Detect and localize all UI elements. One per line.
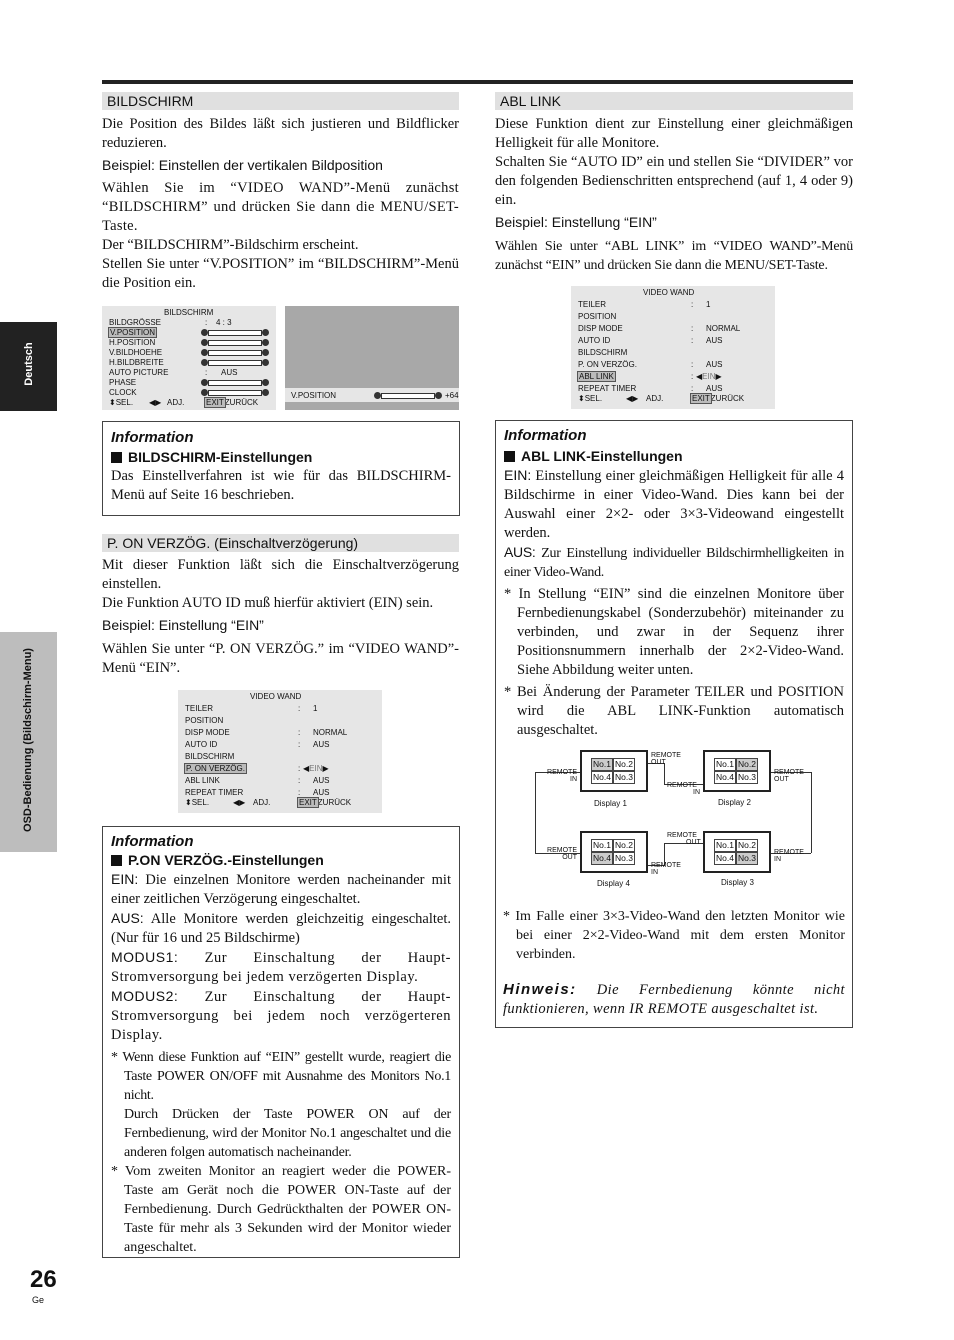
- left-arrow-icon: ◀: [303, 764, 310, 773]
- osd-value: NORMAL: [706, 324, 741, 333]
- cell-no4: No.4: [714, 771, 736, 784]
- osd-colon: :: [691, 384, 694, 393]
- osd-label: AUTO ID: [578, 336, 611, 345]
- display-3-label: Display 3: [721, 878, 754, 887]
- osd-value: AUS: [313, 776, 330, 785]
- osd-label-selected: P. ON VERZÖG.: [186, 764, 245, 773]
- info-modus2: [111, 987, 451, 1045]
- paragraph: Schalten Sie “AUTO ID” ein und stellen Sie “DIVIDER” vor den folgenden Bedienschritten entsprechend (auf 1, 4 oder 9) ein.: [495, 154, 853, 208]
- info-aus: [504, 543, 844, 582]
- remote-in-label: [774, 849, 804, 863]
- osd-label: V.BILDHOEHE: [109, 348, 163, 357]
- osd-zurueck: ZURÜCK: [710, 394, 745, 403]
- osd-label: AUTO PICTURE: [109, 368, 169, 377]
- square-bullet-icon: [504, 451, 515, 462]
- info-subheading: P.ON VERZÖG.-Einstellungen: [128, 852, 324, 868]
- osd-colon: :: [691, 372, 694, 381]
- cell-no4: No.4: [591, 771, 613, 784]
- info-heading: Information: [504, 427, 587, 444]
- osd-value: 1: [706, 300, 711, 309]
- top-rule: [102, 80, 853, 84]
- section-heading-bildschirm: BILDSCHIRM: [102, 92, 459, 110]
- hinweis-label: Hinweis:: [503, 981, 577, 998]
- info-subheading: ABL LINK-Einstellungen: [521, 448, 683, 464]
- info-modus1: [111, 948, 451, 987]
- osd-label: POSITION: [578, 312, 617, 321]
- osd-sel: SEL.: [115, 398, 134, 407]
- osd-label: P. ON VERZÖG.: [578, 360, 637, 369]
- osd-value: 4 : 3: [216, 318, 232, 327]
- cell-no2: No.2: [736, 839, 758, 852]
- out-word: OUT: [651, 759, 666, 766]
- osd-label: TEILER: [578, 300, 607, 309]
- osd-label: ABL LINK: [185, 776, 220, 785]
- osd-label: AUTO ID: [185, 740, 218, 749]
- side-tab-section: [0, 632, 57, 852]
- remote-in-label: [667, 782, 700, 796]
- side-tab-language-label: Deutsch: [23, 342, 35, 386]
- osd-row: [109, 388, 137, 398]
- info-box-bildschirm: [102, 421, 460, 516]
- osd-colon: :: [298, 728, 301, 737]
- osd-colon: :: [691, 324, 694, 333]
- cell-no1: No.1: [591, 758, 613, 771]
- text: Die einzelnen Monitore werden nacheinander mit einer zeitlichen Verzögerung eingeschaltet.: [111, 872, 451, 907]
- osd-label: DISP MODE: [578, 324, 623, 333]
- osd-exit: EXIT: [299, 798, 317, 807]
- cell-no3: No.3: [736, 852, 758, 865]
- example-heading: Beispiel: Einstellung “EIN”: [495, 214, 657, 230]
- page-number: 26: [30, 1266, 57, 1293]
- cell-no2: No.2: [613, 758, 635, 771]
- osd-row: [109, 368, 238, 378]
- plus-icon: [262, 379, 269, 386]
- osd-label: BILDSCHIRM: [578, 348, 628, 357]
- osd-label: DISP MODE: [185, 728, 230, 737]
- ponv-text: [102, 556, 459, 678]
- remote-word: REMOTE: [667, 832, 697, 839]
- display-1: [580, 750, 648, 792]
- display-1-label: Display 1: [594, 799, 627, 808]
- remote-in-label: [543, 769, 577, 783]
- osd-label: REPEAT TIMER: [578, 384, 637, 393]
- text: Zur Einschaltung der Haupt-Stromversorgung bei jedem noch verzögerteren Display.: [111, 989, 451, 1043]
- out-word: OUT: [562, 854, 577, 861]
- osd-vposition-screen: [285, 306, 459, 410]
- level-bar: [208, 380, 262, 386]
- osd-colon: :: [298, 788, 301, 797]
- remote-word: REMOTE: [547, 769, 577, 776]
- side-tab-section-label: OSD-Bedienung (Bildschirm-Menu): [22, 648, 34, 832]
- plus-icon: [435, 392, 442, 399]
- osd-colon: :: [691, 360, 694, 369]
- plus-icon: [262, 389, 269, 396]
- note: * Bei Änderung der Parameter TEILER und POSITION wird die ABL LINK-Funktion automatisch ausgeschaltet.: [504, 684, 844, 738]
- osd-row: [109, 338, 155, 348]
- example-heading: Beispiel: Einstellung “EIN”: [102, 617, 264, 633]
- note: * Im Falle einer 3×3-Video-Wand den letzten Monitor wie bei einer 2×2-Video-Wand mit dem ersten Monitor verbinden.: [503, 909, 845, 962]
- paragraph: Die Funktion AUTO ID muß hierfür aktiviert (EIN) sein.: [102, 595, 434, 611]
- osd-value: EIN: [309, 764, 323, 773]
- level-bar: [208, 360, 262, 366]
- cell-no3: No.3: [613, 771, 635, 784]
- osd-label: V.POSITION: [110, 328, 156, 337]
- osd-value: AUS: [706, 336, 723, 345]
- osd-label: REPEAT TIMER: [185, 788, 244, 797]
- osd-label: H.POSITION: [109, 338, 156, 347]
- hinweis: [503, 980, 845, 1019]
- paragraph: Wählen Sie unter “P. ON VERZÖG.” im “VIDEO WAND”-Menü “EIN”.: [102, 641, 459, 676]
- osd-colon: :: [298, 740, 301, 749]
- info-subheading: BILDSCHIRM-Einstellungen: [128, 449, 313, 465]
- remote-word: REMOTE: [774, 849, 804, 856]
- square-bullet-icon: [111, 855, 122, 866]
- out-word: OUT: [774, 776, 789, 783]
- section-heading-ponv: P. ON VERZÖG. (Einschaltverzögerung): [102, 534, 459, 552]
- abl-text: [495, 115, 853, 275]
- keyword: EIN:: [111, 871, 139, 887]
- in-word: IN: [570, 776, 577, 783]
- osd-label: PHASE: [109, 378, 137, 387]
- keyword: MODUS2:: [111, 988, 179, 1004]
- osd-value: AUS: [221, 368, 238, 377]
- square-bullet-icon: [111, 452, 122, 463]
- minus-icon: [201, 359, 208, 366]
- wire: [811, 772, 812, 853]
- info-aus: [111, 909, 451, 948]
- display-4: [580, 831, 648, 873]
- minus-icon: [201, 339, 208, 346]
- info-ein: [504, 466, 844, 543]
- cell-no3: No.3: [736, 771, 758, 784]
- osd-title: BILDSCHIRM: [164, 308, 214, 317]
- in-word: IN: [774, 856, 781, 863]
- osd-row: [109, 378, 136, 388]
- osd-sel: SEL.: [584, 394, 603, 403]
- osd-exit: EXIT: [692, 394, 710, 403]
- leftright-icon: ◀▶: [233, 798, 246, 807]
- osd-colon: :: [298, 704, 301, 713]
- osd-colon: :: [691, 300, 694, 309]
- keyword: MODUS1:: [111, 949, 179, 965]
- remote-out-label: [543, 847, 577, 861]
- osd-row: [109, 328, 156, 338]
- osd-video-wand-ponv: [178, 690, 382, 813]
- osd-title: VIDEO WAND: [643, 288, 695, 297]
- plus-icon: [262, 349, 269, 356]
- keyword: EIN:: [504, 467, 532, 483]
- paragraph: Stellen Sie unter “V.POSITION” im “BILDSCHIRM”-Menü die Position ein.: [102, 256, 459, 291]
- osd-adj: ADJ.: [167, 398, 185, 407]
- display-2: [703, 750, 771, 792]
- remote-out-label: [774, 769, 804, 783]
- paragraph: Wählen Sie im “VIDEO WAND”-Menü zunächst “BILDSCHIRM” und drücken Sie dann die MENU/SET-Taste.: [102, 180, 459, 234]
- osd-value: AUS: [706, 384, 723, 393]
- minus-icon: [201, 349, 208, 356]
- minus-icon: [201, 389, 208, 396]
- osd-zurueck: ZURÜCK: [224, 398, 259, 407]
- osd-colon: :: [205, 318, 208, 327]
- plus-icon: [262, 359, 269, 366]
- updown-icon: ⬍: [185, 798, 192, 807]
- display-3: [703, 831, 771, 873]
- info-heading: Information: [111, 429, 194, 446]
- info-text: Das Einstellverfahren ist wie für das BILDSCHIRM-Menü auf Seite 16 beschrieben.: [111, 468, 451, 503]
- leftright-icon: ◀▶: [149, 398, 162, 407]
- osd-value: AUS: [706, 360, 723, 369]
- paragraph: Der “BILDSCHIRM”-Bildschirm erscheint.: [102, 237, 359, 253]
- left-arrow-icon: ◀: [696, 372, 703, 381]
- osd-label: POSITION: [185, 716, 224, 725]
- osd-bildschirm-menu: [102, 306, 276, 410]
- in-word: IN: [651, 869, 658, 876]
- cell-no4: No.4: [714, 852, 736, 865]
- paragraph: Diese Funktion dient zur Einstellung einer gleichmäßigen Helligkeit für alle Monitore.: [495, 116, 853, 151]
- osd-colon: :: [691, 336, 694, 345]
- remote-in-label: [651, 862, 681, 876]
- osd-label: CLOCK: [109, 388, 137, 397]
- text: Zur Einstellung individueller Bildschirmhelligkeiten in einer Video-Wand.: [504, 546, 844, 580]
- osd-value: EIN: [702, 372, 716, 381]
- osd-colon: :: [298, 764, 301, 773]
- osd-row: [109, 348, 162, 358]
- cell-no1: No.1: [591, 839, 613, 852]
- remote-connection-diagram: [520, 745, 840, 895]
- wire: [535, 772, 536, 853]
- info-box-abl-footer: [503, 907, 845, 1019]
- display-2-label: Display 2: [718, 798, 751, 807]
- cell-no2: No.2: [736, 758, 758, 771]
- cell-no1: No.1: [714, 758, 736, 771]
- remote-out-label: [667, 832, 701, 846]
- osd-label-selected: ABL LINK: [579, 372, 614, 381]
- remote-out-label: [651, 752, 681, 766]
- note: * In Stellung “EIN” sind die einzelnen Monitore über Fernbedienungskabel (Sonderzubehör) miteinander zu verbinden, und zwar in der Sequenz ihrer Positionsnummern innerhalb der 2×2-Video-Wand. Siehe Abbildung weiter unten.: [504, 586, 844, 678]
- osd-footer: [109, 398, 259, 408]
- osd-title: VIDEO WAND: [250, 692, 302, 701]
- right-arrow-icon: ▶: [715, 372, 722, 381]
- minus-icon: [201, 329, 208, 336]
- osd-video-wand-abl: [571, 286, 775, 409]
- cell-no4: No.4: [591, 852, 613, 865]
- text: Einstellung einer gleichmäßigen Helligkeit für alle 4 Bildschirme in einer Video-Wand. Dies kann bei der Auswahl einer 2×2- oder 3×3-Videowand eingestellt werden.: [504, 468, 844, 541]
- paragraph: Mit dieser Funktion läßt sich die Einschaltverzögerung einstellen.: [102, 557, 459, 592]
- osd-value: AUS: [313, 788, 330, 797]
- page-lang-code: Ge: [32, 1295, 45, 1305]
- updown-icon: ⬍: [109, 398, 116, 407]
- plus-icon: [262, 329, 269, 336]
- osd-vposition-value: +64: [445, 391, 459, 400]
- osd-vposition-label: V.POSITION: [291, 391, 337, 400]
- updown-icon: ⬍: [578, 394, 585, 403]
- remote-word: REMOTE: [651, 862, 681, 869]
- osd-label: H.BILDBREITE: [109, 358, 164, 367]
- osd-adj: ADJ.: [646, 394, 664, 403]
- note: Durch Drücken der Taste POWER ON auf der Fernbedienung, wird der Monitor No.1 angeschaltet und die anderen folgen automatisch nacheinander.: [124, 1107, 451, 1160]
- right-arrow-icon: ▶: [322, 764, 329, 773]
- text: Alle Monitore werden gleichzeitig eingeschaltet. (Nur für 16 und 25 Bildschirme): [111, 911, 451, 946]
- wire: [664, 763, 665, 785]
- level-bar: [208, 340, 262, 346]
- keyword: AUS:: [504, 544, 536, 560]
- osd-label: BILDSCHIRM: [185, 752, 235, 761]
- level-bar: [208, 350, 262, 356]
- note: * Wenn diese Funktion auf “EIN” gestellt wurde, reagiert die Taste POWER ON/OFF mit Ausnahme des Monitors No.1 nicht.: [111, 1050, 451, 1103]
- osd-colon: :: [205, 368, 208, 377]
- note: * Vom zweiten Monitor an reagiert weder die POWER-Taste am Gerät noch die POWER ON-Taste auf der Fernbedienung. Durch Gedrückthalten der POWER ON-Taste für mehr als 3 Sekunden wird der Monitor wieder angeschaltet.: [111, 1164, 451, 1255]
- osd-adj: ADJ.: [253, 798, 271, 807]
- level-bar: [208, 330, 262, 336]
- paragraph: Wählen Sie unter “ABL LINK” im “VIDEO WAND”-Menü zunächst “EIN” und drücken Sie dann die MENU/SET-Taste.: [495, 239, 853, 273]
- example-heading: Beispiel: Einstellen der vertikalen Bildposition: [102, 157, 383, 173]
- info-heading: Information: [111, 833, 194, 850]
- remote-word: REMOTE: [667, 782, 697, 789]
- info-ein: [111, 870, 451, 909]
- bildschirm-text: [102, 115, 459, 293]
- osd-value: NORMAL: [313, 728, 348, 737]
- cell-no1: No.1: [714, 839, 736, 852]
- display-4-label: Display 4: [597, 879, 630, 888]
- osd-exit: EXIT: [206, 398, 224, 407]
- osd-label: TEILER: [185, 704, 214, 713]
- remote-word: REMOTE: [651, 752, 681, 759]
- osd-sel: SEL.: [191, 798, 210, 807]
- osd-zurueck: ZURÜCK: [317, 798, 352, 807]
- osd-colon: :: [298, 776, 301, 785]
- minus-icon: [374, 392, 381, 399]
- text: Zur Einschaltung der Haupt-Stromversorgung bei jedem verzögerten Display.: [111, 950, 451, 985]
- minus-icon: [201, 379, 208, 386]
- osd-value: AUS: [313, 740, 330, 749]
- in-word: IN: [693, 789, 700, 796]
- osd-row: [109, 318, 232, 328]
- keyword: AUS:: [111, 910, 144, 926]
- remote-word: REMOTE: [547, 847, 577, 854]
- section-heading-abl: ABL LINK: [495, 92, 853, 110]
- plus-icon: [262, 339, 269, 346]
- level-bar: [208, 390, 262, 396]
- osd-row: [109, 358, 164, 368]
- osd-label: BILDGRÖSSE: [109, 318, 162, 327]
- side-tab-language: [0, 322, 57, 411]
- out-word: OUT: [686, 839, 701, 846]
- leftright-icon: ◀▶: [626, 394, 639, 403]
- cell-no2: No.2: [613, 839, 635, 852]
- level-bar: [381, 393, 435, 399]
- osd-value: 1: [313, 704, 318, 713]
- hinweis-text: Die Fernbedienung könnte nicht funktionieren, wenn IR REMOTE ausgeschaltet ist.: [503, 982, 845, 1017]
- paragraph: Die Position des Bildes läßt sich justieren und Bildflicker reduzieren.: [102, 116, 459, 151]
- info-box-ponv: [102, 826, 460, 1258]
- cell-no3: No.3: [613, 852, 635, 865]
- remote-word: REMOTE: [774, 769, 804, 776]
